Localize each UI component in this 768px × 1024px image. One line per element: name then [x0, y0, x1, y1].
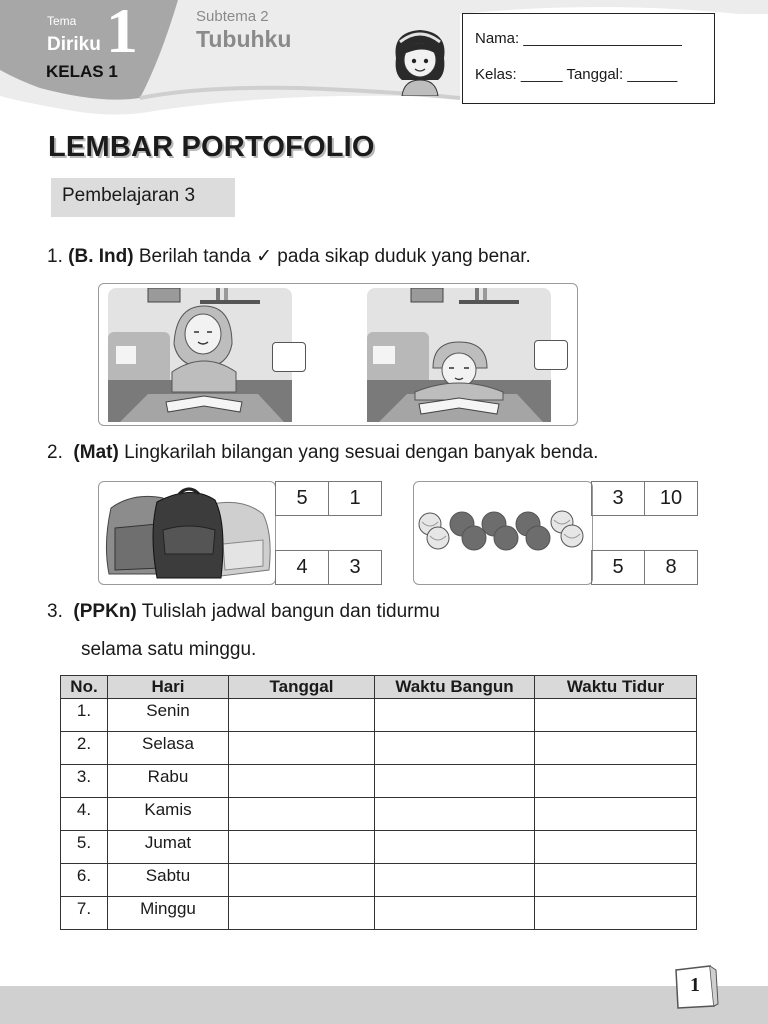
row-day: Rabu	[108, 765, 229, 798]
number-option[interactable]: 1	[329, 482, 382, 516]
number-option[interactable]: 3	[329, 551, 382, 585]
sleep-time-cell[interactable]	[535, 831, 697, 864]
name-field[interactable]: Nama: ___________________	[475, 30, 682, 47]
balls-number-options-top	[591, 481, 698, 516]
student-info-box	[462, 13, 715, 104]
page-number: 1	[690, 974, 700, 996]
page-title: LEMBAR PORTOFOLIO	[48, 131, 375, 163]
question-text: Lingkarilah bilangan yang sesuai dengan banyak benda.	[124, 442, 599, 463]
subtheme-label: Subtema 2	[196, 8, 269, 25]
wake-time-cell[interactable]	[375, 798, 535, 831]
question-text: Tulislah jadwal bangun dan tidurmu	[141, 601, 440, 622]
number-option[interactable]: 3	[592, 482, 645, 516]
class-date-field[interactable]: Kelas: _____ Tanggal: ______	[475, 66, 678, 83]
question-2	[47, 442, 598, 464]
wake-time-cell[interactable]	[375, 864, 535, 897]
row-number: 2.	[61, 732, 108, 765]
date-cell[interactable]	[229, 864, 375, 897]
table-row	[61, 864, 697, 897]
number-option[interactable]: 10	[645, 482, 698, 516]
table-row	[61, 831, 697, 864]
lesson-label: Pembelajaran 3	[51, 178, 235, 217]
subtheme-name: Tubuhku	[196, 26, 292, 52]
date-cell[interactable]	[229, 831, 375, 864]
table-row	[61, 897, 697, 930]
sleep-time-cell[interactable]	[535, 765, 697, 798]
table-header-row	[61, 676, 697, 699]
wake-time-cell[interactable]	[375, 831, 535, 864]
wake-time-cell[interactable]	[375, 765, 535, 798]
sleep-time-cell[interactable]	[535, 897, 697, 930]
date-cell[interactable]	[229, 765, 375, 798]
question-subject: (B. Ind)	[68, 246, 134, 267]
question-3	[47, 601, 440, 623]
theme-number: 1	[106, 0, 138, 66]
row-day: Sabtu	[108, 864, 229, 897]
column-header-wake-time: Waktu Bangun	[375, 676, 535, 699]
row-day: Minggu	[108, 897, 229, 930]
row-number: 1.	[61, 699, 108, 732]
balls-number-options-bottom	[591, 550, 698, 585]
date-cell[interactable]	[229, 732, 375, 765]
sleep-time-cell[interactable]	[535, 798, 697, 831]
row-day: Kamis	[108, 798, 229, 831]
question-number: 3.	[47, 601, 63, 622]
question-subject: (Mat)	[73, 442, 119, 463]
row-day: Senin	[108, 699, 229, 732]
grade-label: KELAS 1	[46, 62, 118, 81]
schedule-table	[60, 675, 697, 930]
girl-illustration	[388, 24, 452, 96]
sleep-time-cell[interactable]	[535, 699, 697, 732]
row-number: 5.	[61, 831, 108, 864]
column-header-no: No.	[61, 676, 108, 699]
question-number: 2.	[47, 442, 63, 463]
table-row	[61, 798, 697, 831]
sitting-upright-picture	[108, 288, 292, 422]
theme-name: Diriku	[47, 34, 101, 55]
wake-time-cell[interactable]	[375, 732, 535, 765]
number-option[interactable]: 4	[276, 551, 329, 585]
bags-number-options-bottom	[275, 550, 382, 585]
table-row	[61, 765, 697, 798]
row-number: 4.	[61, 798, 108, 831]
date-cell[interactable]	[229, 897, 375, 930]
column-header-date: Tanggal	[229, 676, 375, 699]
number-option[interactable]: 8	[645, 551, 698, 585]
checkbox-sitting-upright[interactable]	[272, 342, 306, 372]
number-option[interactable]: 5	[592, 551, 645, 585]
theme-label: Tema	[47, 14, 77, 28]
table-row	[61, 699, 697, 732]
row-number: 6.	[61, 864, 108, 897]
footer-band	[0, 986, 768, 1024]
question-text: Berilah tanda ✓ pada sikap duduk yang benar.	[138, 246, 531, 267]
row-number: 7.	[61, 897, 108, 930]
backpacks-picture	[103, 484, 273, 582]
sleep-time-cell[interactable]	[535, 732, 697, 765]
wake-time-cell[interactable]	[375, 699, 535, 732]
date-cell[interactable]	[229, 798, 375, 831]
column-header-day: Hari	[108, 676, 229, 699]
row-number: 3.	[61, 765, 108, 798]
checkbox-lying-down[interactable]	[534, 340, 568, 370]
lying-down-picture	[367, 288, 551, 422]
question-number: 1.	[47, 246, 63, 267]
row-day: Selasa	[108, 732, 229, 765]
bags-number-options-top	[275, 481, 382, 516]
balls-picture	[416, 500, 590, 560]
question-3-line-2: selama satu minggu.	[81, 639, 257, 660]
wake-time-cell[interactable]	[375, 897, 535, 930]
sleep-time-cell[interactable]	[535, 864, 697, 897]
question-1	[47, 245, 531, 268]
date-cell[interactable]	[229, 699, 375, 732]
question-subject: (PPKn)	[73, 601, 137, 622]
table-row	[61, 732, 697, 765]
column-header-sleep-time: Waktu Tidur	[535, 676, 697, 699]
row-day: Jumat	[108, 831, 229, 864]
number-option[interactable]: 5	[276, 482, 329, 516]
